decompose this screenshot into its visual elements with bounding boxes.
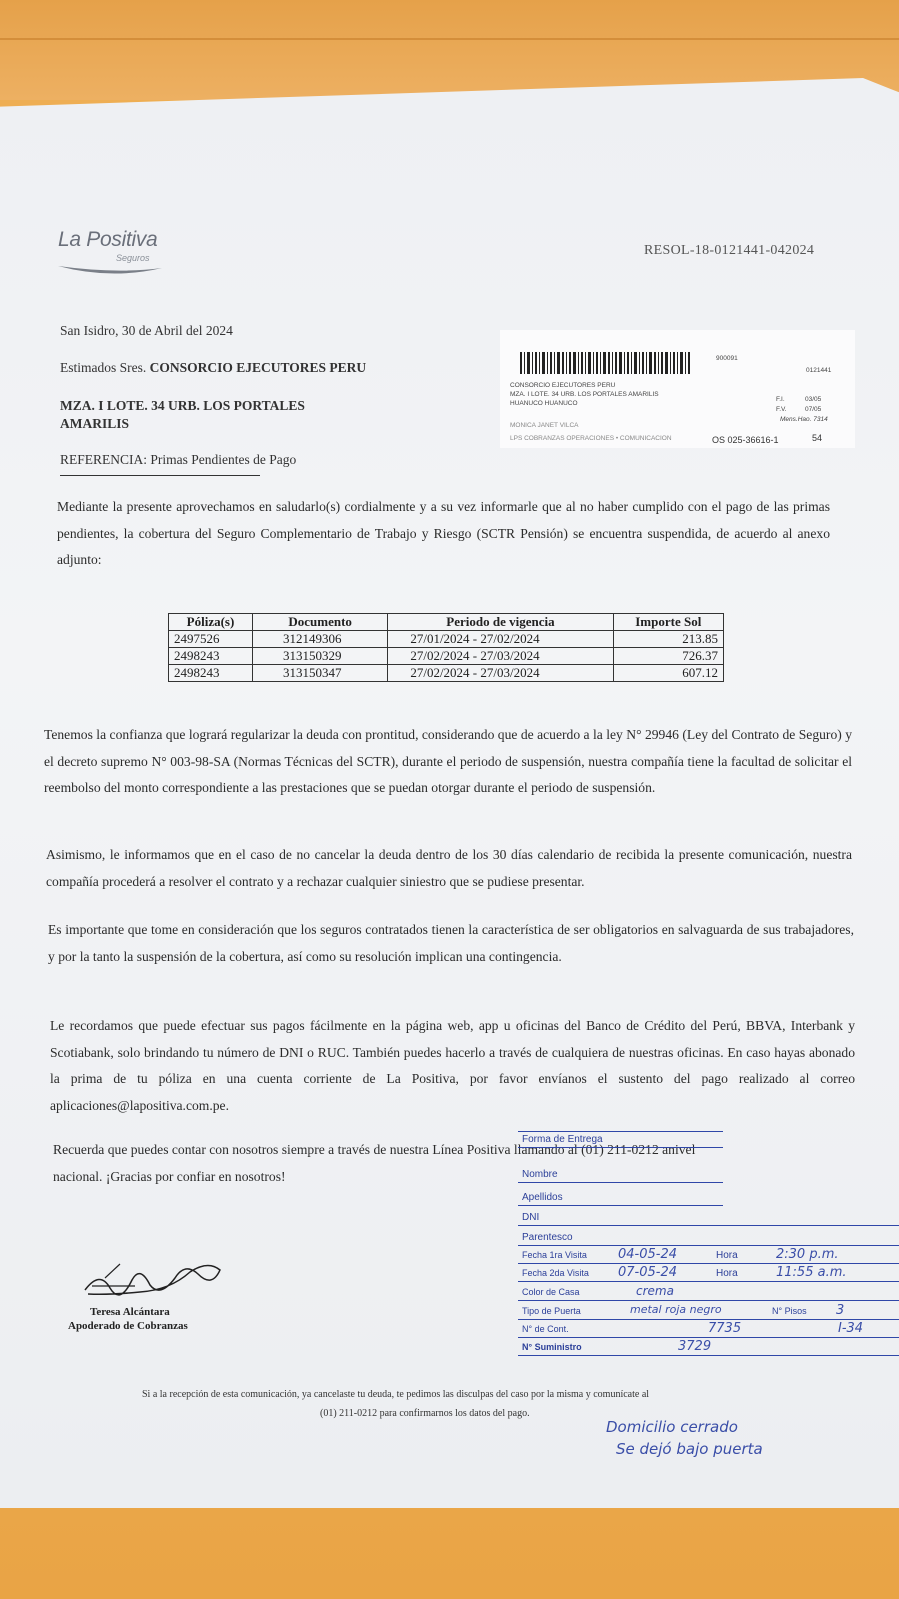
cell-poliza: 2497526 [169, 631, 253, 648]
label-fv-value: 07/05 [805, 406, 822, 413]
form-label-visita-2: Fecha 2da Visita [522, 1268, 589, 1278]
label-person: MONICA JANET VILCA [510, 422, 579, 429]
paragraph-4: Es importante que tome en consideración que los seguros contratados tienen la característica de ser obligatorios en salvaguarda de sus trabajadores, y por la tanto la suspensión de la cobertura, así como su resolución implican una contingencia. [48, 922, 854, 964]
cell-importe: 607.12 [613, 665, 723, 682]
form-label-parentesco: Parentesco [522, 1232, 573, 1243]
form-label-apellidos: Apellidos [522, 1192, 563, 1203]
form-value-tipo-puerta: metal roja negro [630, 1303, 722, 1316]
cell-importe: 726.37 [613, 648, 723, 665]
table-header-poliza: Póliza(s) [169, 614, 253, 631]
letter-date: San Isidro, 30 de Abril del 2024 [60, 323, 233, 338]
recipient-company: CONSORCIO EJECUTORES PERU [149, 360, 367, 375]
reference: REFERENCIA: Primas Pendientes de Pago [60, 452, 297, 467]
logo-swoosh-icon [56, 258, 166, 278]
policies-table [168, 613, 724, 682]
form-value-contador: 7735 [708, 1321, 742, 1336]
paragraph-6-line-1: Recuerda que puedes contar con nosotros siempre a través de nuestra Línea Positiva llamando al (01) 211-0212 anivel [53, 1142, 696, 1157]
form-value-suministro: 3729 [678, 1339, 712, 1354]
reference-underline [60, 475, 260, 476]
cell-poliza: 2498243 [169, 648, 253, 665]
company-logo: La Positiva [58, 228, 158, 251]
paragraph-2: Tenemos la confianza que logrará regularizar la deuda con prontitud, considerando que de acuerdo a la ley N° 29946 (Ley del Contrato de Seguro) y el decreto supremo N° 003-98-SA (Normas Técnicas del SCTR), durante el periodo de suspensión, nuestra compañía tiene la facultad de solicitar el reembolso del monto correspondiente a las prestaciones que se puedan otorgar durante el periodo de suspensión. [44, 727, 852, 795]
handwritten-motivo: Domicilio cerrado [606, 1418, 738, 1436]
form-row-nombre [518, 1166, 723, 1183]
address-line-2: AMARILIS [60, 416, 130, 431]
form-row-apellidos [518, 1189, 723, 1206]
address-line-1: MZA. I LOTE. 34 URB. LOS PORTALES [60, 398, 305, 413]
paragraph-3: Asimismo, le informamos que en el caso de no cancelar la deuda dentro de los 30 días calendario de recibida la presente comunicación, nuestra compañía procederá a resolver el contrato y a rechazar cualquier siniestro que se pudiese presentar. [46, 847, 852, 889]
greeting-prefix: Estimados Sres. [60, 360, 147, 375]
cell-poliza: 2498243 [169, 665, 253, 682]
form-label-dni: DNI [522, 1212, 540, 1223]
form-label-color: Color de Casa [522, 1287, 580, 1297]
cell-periodo: 27/01/2024 - 27/02/2024 [388, 631, 613, 648]
form-value-hora-1: 2:30 p.m. [776, 1247, 839, 1262]
label-barcode-number: 900091 [716, 355, 738, 362]
label-os-num: 54 [812, 433, 823, 443]
form-row-dni [518, 1209, 899, 1226]
greeting [60, 360, 366, 376]
table-row [169, 631, 724, 648]
mailing-label [500, 330, 855, 448]
form-value-lote: I-34 [838, 1321, 864, 1336]
form-label-tipo-puerta: Tipo de Puerta [522, 1306, 581, 1316]
form-value-hora-2: 11:55 a.m. [776, 1265, 847, 1280]
form-row-suministro [518, 1339, 899, 1356]
form-value-color: crema [636, 1284, 674, 1298]
label-fv-label: F.V. [776, 406, 787, 413]
cell-documento: 313150329 [253, 648, 388, 665]
form-row-contador [518, 1321, 899, 1338]
signature-icon [80, 1250, 230, 1305]
label-dept: LPS COBRANZAS OPERACIONES • COMUNICACION [510, 435, 672, 442]
label-line-2: MZA. I LOTE. 34 URB. LOS PORTALES AMARILIS [510, 391, 659, 398]
resolution-number: RESOL-18-0121441-042024 [644, 243, 815, 258]
form-value-pisos: 3 [836, 1303, 845, 1318]
label-os: OS 025-36616-1 [712, 435, 779, 445]
cell-documento: 312149306 [253, 631, 388, 648]
cell-importe: 213.85 [613, 631, 723, 648]
footer-line-2: (01) 211-0212 para confirmarnos los datos del pago. [320, 1408, 530, 1419]
form-label-contador: N° de Cont. [522, 1324, 569, 1334]
form-row-visita-1 [518, 1247, 899, 1264]
table-row [169, 665, 724, 682]
table-header-importe: Importe Sol [613, 614, 723, 631]
company-logo-sub: Seguros [116, 253, 150, 263]
table-header-documento: Documento [253, 614, 388, 631]
paragraph-1: Mediante la presente aprovechamos en saludarlo(s) cordialmente y a su vez informarle que al no haber cumplido con el pago de las primas pendientes, la cobertura del Seguro Complementario de Trabajo y Riesgo (SCTR Pensión) se encuentra suspendida, de acuerdo al anexo adjunto: [57, 499, 830, 567]
table-row [169, 648, 724, 665]
form-row-tipo-puerta [518, 1303, 899, 1320]
form-row-parentesco [518, 1229, 899, 1246]
paragraph-6-line-2: nacional. ¡Gracias por confiar en nosotros! [53, 1169, 286, 1184]
signer-name: Teresa Alcántara [90, 1306, 170, 1318]
paragraph-5: Le recordamos que puede efectuar sus pagos fácilmente en la página web, app u oficinas del Banco de Crédito del Perú, BBVA, Interbank y Scotiabank, solo brindando tu número de DNI o RUC. También puedes hacerlo a través de cualquiera de nuestras oficinas. En caso hayas abonado la prima de tu póliza en una cuenta corriente de La Positiva, por favor envíanos el sustento del pago realizado al correo aplicaciones@lapositiva.com.pe. [50, 1018, 855, 1113]
barcode-icon [520, 352, 705, 374]
table-header-periodo: Periodo de vigencia [388, 614, 613, 631]
form-value-visita-2: 07-05-24 [618, 1265, 678, 1280]
cell-documento: 313150347 [253, 665, 388, 682]
label-fi-label: F.I. [776, 396, 785, 403]
cell-periodo: 27/02/2024 - 27/03/2024 [388, 665, 613, 682]
delivery-form-stamp [518, 1131, 899, 1366]
form-row-color [518, 1284, 899, 1301]
form-label-hora-2: Hora [716, 1268, 738, 1279]
form-label-visita-1: Fecha 1ra Visita [522, 1250, 587, 1260]
form-row-title [518, 1131, 723, 1148]
label-mens: Mens.Hao. 7314 [780, 416, 828, 423]
label-line-1: CONSORCIO EJECUTORES PERU [510, 382, 616, 389]
form-label-nombre: Nombre [522, 1169, 558, 1180]
form-label-suministro: N° Suministro [522, 1342, 582, 1352]
table-header-row [169, 614, 724, 631]
form-label-hora-1: Hora [716, 1250, 738, 1261]
form-label-pisos: N° Pisos [772, 1306, 807, 1316]
label-line-3: HUANUCO HUANUCO [510, 400, 578, 407]
form-value-visita-1: 04-05-24 [618, 1247, 678, 1262]
form-row-visita-2 [518, 1265, 899, 1282]
footer-line-1: Si a la recepción de esta comunicación, ya cancelaste tu deuda, te pedimos las disculpas del caso por la misma y comunícate al [142, 1389, 650, 1400]
label-fi-value: 03/05 [805, 396, 822, 403]
envelope-fold-line [0, 38, 899, 40]
label-code-right: 0121441 [806, 367, 832, 374]
signer-title: Apoderado de Cobranzas [68, 1320, 188, 1332]
handwritten-nota: Se dejó bajo puerta [616, 1440, 763, 1458]
form-title: Forma de Entrega [522, 1134, 603, 1145]
cell-periodo: 27/02/2024 - 27/03/2024 [388, 648, 613, 665]
